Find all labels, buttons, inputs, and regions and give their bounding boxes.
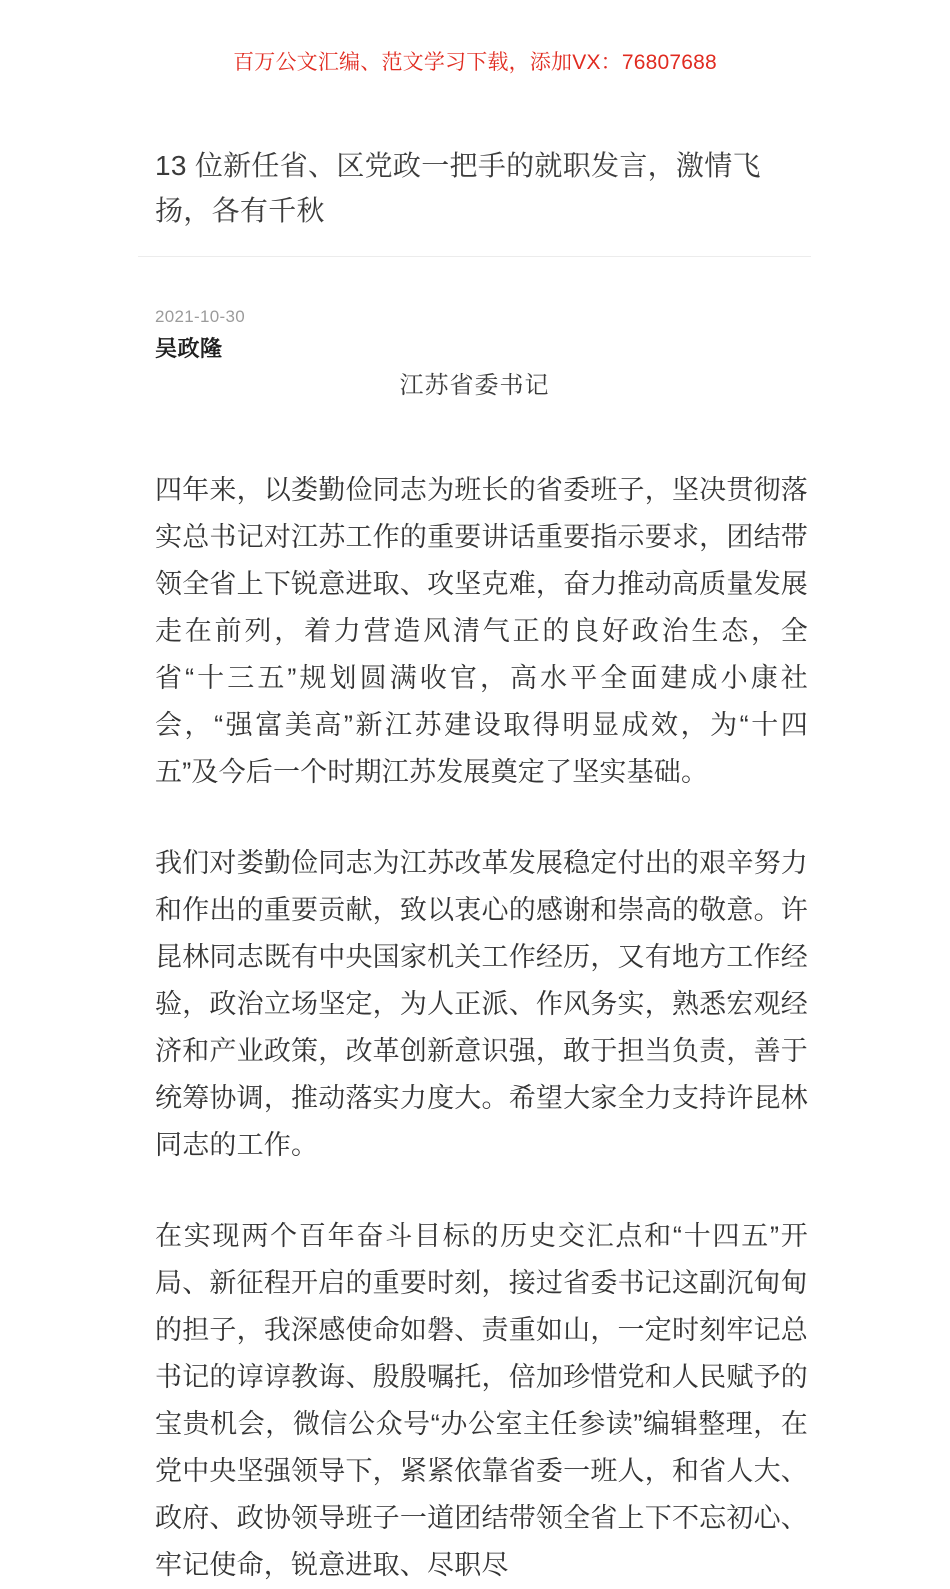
article-subtitle: 江苏省委书记	[399, 372, 550, 399]
article-container	[138, 0, 811, 1589]
article-body	[138, 404, 811, 1589]
article-meta	[138, 265, 811, 364]
promo-banner-text: 百万公文汇编、范文学习下载，添加VX：76807688	[233, 51, 717, 74]
body-paragraph: 四年来，以娄勤俭同志为班长的省委班子，坚决贯彻落实总书记对江苏工作的重要讲话重要指示要求，团结带领全省上下锐意进取、攻坚克难，奋力推动高质量发展走在前列，着力营造风清气正的良好政治生态，全省“十三五”规划圆满收官，高水平全面建成小康社会，“强富美高”新江苏建设取得明显成效，为“十四五”及今后一个时期江苏发展奠定了坚实基础。	[155, 475, 808, 787]
body-paragraph: 在实现两个百年奋斗目标的历史交汇点和“十四五”开局、新征程开启的重要时刻，接过省委书记这副沉甸甸的担子，我深感使命如磐、责重如山，一定时刻牢记总书记的谆谆教诲、殷殷嘱托，倍加珍惜党和人民赋予的宝贵机会，微信公众号“办公室主任参读”编辑整理，在党中央坚强领导下，紧紧依靠省委一班人，和省人大、政府、政协领导班子一道团结带领全省上下不忘初心、牢记使命，锐意进取、尽职尽	[155, 1221, 808, 1580]
title-divider	[138, 256, 811, 257]
publish-date: 2021-10-30	[155, 307, 245, 326]
author-name: 吴政隆	[155, 336, 223, 361]
body-paragraph: 我们对娄勤俭同志为江苏改革发展稳定付出的艰辛努力和作出的重要贡献，致以衷心的感谢和崇高的敬意。许昆林同志既有中央国家机关工作经历，又有地方工作经验，政治立场坚定，为人正派、作风务实，熟悉宏观经济和产业政策，改革创新意识强，敢于担当负责，善于统筹协调，推动落实力度大。希望大家全力支持许昆林同志的工作。	[155, 848, 808, 1160]
page-title: 13 位新任省、区党政一把手的就职发言，激情飞扬，各有千秋	[155, 150, 761, 226]
